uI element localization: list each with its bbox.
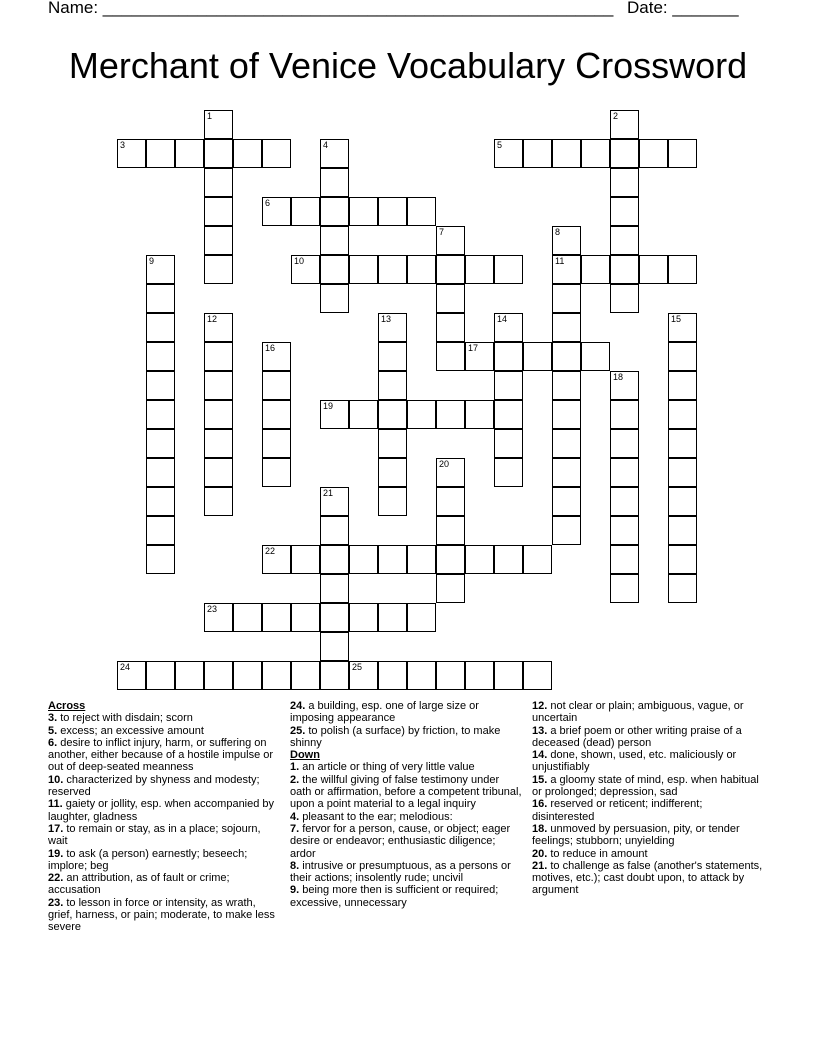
clue-number: 21 [323, 488, 334, 498]
clue-text: reserved or reticent; indifferent; disinterested [532, 798, 703, 823]
grid-cell[interactable] [436, 400, 465, 429]
grid-cell[interactable] [320, 400, 349, 429]
grid-cell[interactable] [668, 458, 697, 487]
clue-item [532, 749, 767, 774]
grid-cell[interactable] [204, 313, 233, 342]
clue-number: 13 [381, 314, 392, 324]
grid-cell[interactable] [233, 603, 262, 632]
clues-column-1 [48, 700, 283, 934]
clue-number-label: 2. [290, 773, 300, 786]
clue-item [532, 823, 767, 848]
clue-text: excess; an excessive amount [57, 724, 204, 737]
clue-item [532, 848, 767, 860]
clue-item [290, 811, 522, 823]
clue-number-label: 20. [532, 847, 548, 860]
grid-cell[interactable] [146, 516, 175, 545]
name-line: Name: ______________________________________________________ [48, 0, 614, 17]
grid-cell[interactable] [552, 313, 581, 342]
clue-text: to reduce in amount [547, 847, 648, 860]
clue-number-label: 3. [48, 712, 58, 725]
clue-text: to polish (a surface) by friction, to make shinny [290, 724, 501, 749]
clue-number-label: 21. [532, 859, 548, 872]
grid-cell[interactable] [320, 632, 349, 661]
grid-cell[interactable] [204, 603, 233, 632]
grid-cell[interactable] [552, 487, 581, 516]
grid-cell[interactable] [523, 342, 552, 371]
grid-cell[interactable] [610, 400, 639, 429]
grid-cell[interactable] [494, 255, 523, 284]
clue-text: intrusive or presumptuous, as a persons or their actions; insolently rude; uncivil [290, 859, 511, 885]
grid-cell[interactable] [668, 400, 697, 429]
grid-cell[interactable] [378, 255, 407, 284]
clue-number-label: 8. [290, 859, 300, 872]
clue-number-label: 17. [48, 822, 64, 835]
clue-item [290, 823, 522, 860]
grid-cell[interactable] [610, 110, 639, 139]
clue-text: fervor for a person, cause, or object; eager desire or endeavor; enthusiastic diligence; ardor [290, 822, 511, 860]
grid-cell[interactable] [146, 255, 175, 284]
grid-cell[interactable] [581, 139, 610, 168]
clue-number-label: 25. [290, 724, 306, 737]
grid-cell[interactable] [320, 545, 349, 574]
grid-cell[interactable] [233, 661, 262, 690]
grid-cell[interactable] [175, 139, 204, 168]
grid-cell[interactable] [494, 139, 523, 168]
clue-number: 7 [439, 227, 445, 237]
grid-cell[interactable] [291, 603, 320, 632]
grid-cell[interactable] [146, 545, 175, 574]
grid-cell[interactable] [668, 574, 697, 603]
clues-column-2 [290, 700, 522, 909]
grid-cell[interactable] [668, 487, 697, 516]
grid-cell[interactable] [262, 371, 291, 400]
page-title: Merchant of Venice Vocabulary Crossword [68, 45, 748, 86]
grid-cell[interactable] [610, 371, 639, 400]
grid-cell[interactable] [610, 458, 639, 487]
clue-item [48, 737, 283, 774]
grid-cell[interactable] [494, 400, 523, 429]
grid-cell[interactable] [349, 197, 378, 226]
clue-number: 4 [323, 140, 329, 150]
grid-cell[interactable] [465, 661, 494, 690]
clue-item [290, 700, 522, 725]
clue-number-label: 6. [48, 736, 58, 749]
grid-cell[interactable] [204, 458, 233, 487]
grid-cell[interactable] [494, 313, 523, 342]
grid-cell[interactable] [668, 545, 697, 574]
grid-cell[interactable] [349, 603, 378, 632]
clue-number-label: 16. [532, 798, 548, 811]
grid-cell[interactable] [378, 197, 407, 226]
grid-cell[interactable] [436, 284, 465, 313]
grid-cell[interactable] [465, 342, 494, 371]
grid-cell[interactable] [204, 400, 233, 429]
grid-cell[interactable] [146, 661, 175, 690]
grid-cell[interactable] [407, 255, 436, 284]
grid-cell[interactable] [146, 284, 175, 313]
grid-cell[interactable] [552, 516, 581, 545]
grid-cell[interactable] [668, 139, 697, 168]
grid-cell[interactable] [262, 661, 291, 690]
down-clue-list [290, 761, 522, 909]
clue-text: not clear or plain; ambiguous, vague, or uncertain [532, 700, 744, 725]
grid-cell[interactable] [378, 342, 407, 371]
grid-cell[interactable] [320, 139, 349, 168]
clue-number: 2 [613, 111, 619, 121]
clue-text: done, shown, used, etc. maliciously or unjustifiably [532, 749, 737, 774]
grid-cell[interactable] [378, 487, 407, 516]
clue-text: characterized by shyness and modesty; reserved [48, 773, 260, 799]
grid-cell[interactable] [320, 661, 349, 690]
clue-number-label: 23. [48, 896, 64, 909]
clue-item [532, 774, 767, 799]
clue-item [48, 848, 283, 873]
across-heading: Across [48, 700, 86, 712]
clue-item [532, 798, 767, 823]
grid-cell[interactable] [494, 342, 523, 371]
grid-cell[interactable] [407, 661, 436, 690]
clue-text: a building, esp. one of large size or imposing appearance [290, 700, 479, 725]
clue-number-label: 22. [48, 872, 64, 885]
grid-cell[interactable] [146, 313, 175, 342]
clue-text: desire to inflict injury, harm, or suffering on another, either because of a hostile impulse or out of deep-seated meanness [48, 736, 274, 774]
grid-cell[interactable] [610, 545, 639, 574]
clue-text: to challenge as false (another's statements, motives, etc.); cast doubt upon, to attack by argument [532, 859, 763, 897]
grid-cell[interactable] [378, 661, 407, 690]
clue-text: to reject with disdain; scorn [57, 712, 193, 725]
grid-cell[interactable] [175, 661, 204, 690]
grid-cell[interactable] [465, 255, 494, 284]
grid-cell[interactable] [639, 255, 668, 284]
grid-cell[interactable] [523, 661, 552, 690]
grid-cell[interactable] [291, 545, 320, 574]
clue-number: 19 [323, 401, 334, 411]
grid-cell[interactable] [320, 197, 349, 226]
grid-cell[interactable] [146, 429, 175, 458]
across-clue-list [48, 712, 283, 933]
clue-number: 10 [294, 256, 305, 266]
grid-cell[interactable] [204, 197, 233, 226]
clue-item [290, 860, 522, 885]
grid-cell[interactable] [494, 545, 523, 574]
clue-item [290, 884, 522, 909]
grid-cell[interactable] [378, 371, 407, 400]
grid-cell[interactable] [610, 255, 639, 284]
grid-cell[interactable] [494, 429, 523, 458]
grid-cell[interactable] [668, 371, 697, 400]
clue-item [48, 725, 283, 737]
grid-cell[interactable] [407, 603, 436, 632]
grid-cell[interactable] [581, 342, 610, 371]
grid-cell[interactable] [262, 342, 291, 371]
down-clue-list-continued [532, 700, 767, 897]
grid-cell[interactable] [146, 139, 175, 168]
clue-number: 9 [149, 256, 155, 266]
grid-cell[interactable] [291, 661, 320, 690]
grid-cell[interactable] [610, 429, 639, 458]
grid-cell[interactable] [378, 545, 407, 574]
clue-number: 17 [468, 343, 479, 353]
clue-item [532, 725, 767, 750]
grid-cell[interactable] [436, 574, 465, 603]
clue-number-label: 10. [48, 773, 64, 786]
clue-number-label: 14. [532, 749, 548, 762]
clue-number-label: 18. [532, 822, 548, 835]
grid-cell[interactable] [320, 487, 349, 516]
grid-cell[interactable] [204, 255, 233, 284]
grid-cell[interactable] [610, 574, 639, 603]
grid-cell[interactable] [320, 284, 349, 313]
clue-text: to remain or stay, as in a place; sojourn, wait [48, 822, 261, 848]
grid-cell[interactable] [552, 458, 581, 487]
grid-cell[interactable] [146, 458, 175, 487]
grid-cell[interactable] [378, 313, 407, 342]
clue-number: 18 [613, 372, 624, 382]
clue-number-label: 11. [48, 798, 63, 811]
down-heading: Down [290, 749, 320, 762]
grid-cell[interactable] [552, 255, 581, 284]
clue-text: an attribution, as of fault or crime; accusation [48, 872, 230, 897]
clue-item [290, 774, 522, 811]
clue-number: 3 [120, 140, 126, 150]
clue-number-label: 19. [48, 847, 64, 860]
grid-cell[interactable] [668, 313, 697, 342]
grid-cell[interactable] [262, 197, 291, 226]
grid-cell[interactable] [552, 429, 581, 458]
clue-item [48, 872, 283, 897]
grid-cell[interactable] [320, 168, 349, 197]
grid-cell[interactable] [378, 603, 407, 632]
clue-text: a brief poem or other writing praise of a deceased (dead) person [532, 724, 742, 749]
clue-item [532, 700, 767, 725]
grid-cell[interactable] [262, 400, 291, 429]
clue-number: 16 [265, 343, 276, 353]
grid-cell[interactable] [262, 603, 291, 632]
clue-number: 5 [497, 140, 503, 150]
clue-number: 6 [265, 198, 271, 208]
grid-cell[interactable] [146, 400, 175, 429]
clue-number-label: 13. [532, 724, 548, 737]
grid-cell[interactable] [668, 429, 697, 458]
grid-cell[interactable] [117, 139, 146, 168]
clue-number: 12 [207, 314, 218, 324]
clue-number-label: 15. [532, 773, 548, 786]
clue-number: 1 [207, 111, 213, 121]
clue-text: the willful giving of false testimony under oath or affirmation, before a competent tribunal, upon a point material to a legal inquiry [290, 773, 522, 811]
grid-cell[interactable] [349, 255, 378, 284]
grid-cell[interactable] [436, 545, 465, 574]
grid-cell[interactable] [291, 255, 320, 284]
grid-cell[interactable] [465, 545, 494, 574]
clue-text: being more then is sufficient or required; excessive, unnecessary [290, 884, 499, 909]
grid-cell[interactable] [610, 516, 639, 545]
grid-cell[interactable] [668, 342, 697, 371]
grid-cell[interactable] [552, 400, 581, 429]
grid-cell[interactable] [436, 661, 465, 690]
grid-cell[interactable] [668, 255, 697, 284]
grid-cell[interactable] [523, 545, 552, 574]
grid-cell[interactable] [117, 661, 146, 690]
clues-column-3 [532, 700, 767, 897]
grid-cell[interactable] [204, 342, 233, 371]
grid-cell[interactable] [204, 429, 233, 458]
grid-cell[interactable] [610, 487, 639, 516]
clue-item [48, 823, 283, 848]
grid-cell[interactable] [262, 458, 291, 487]
clue-number: 24 [120, 662, 131, 672]
clue-number: 25 [352, 662, 363, 672]
clue-item [48, 774, 283, 799]
grid-cell[interactable] [349, 400, 378, 429]
grid-cell[interactable] [552, 139, 581, 168]
grid-cell[interactable] [552, 371, 581, 400]
grid-cell[interactable] [204, 168, 233, 197]
grid-cell[interactable] [378, 458, 407, 487]
clue-text: unmoved by persuasion, pity, or tender feelings; stubborn; unyielding [532, 822, 740, 848]
grid-cell[interactable] [465, 400, 494, 429]
clue-item [48, 712, 283, 724]
grid-cell[interactable] [204, 487, 233, 516]
grid-cell[interactable] [407, 197, 436, 226]
grid-cell[interactable] [204, 139, 233, 168]
clue-number-label: 9. [290, 884, 300, 897]
grid-cell[interactable] [668, 516, 697, 545]
grid-cell[interactable] [146, 342, 175, 371]
grid-cell[interactable] [436, 226, 465, 255]
clue-number: 23 [207, 604, 218, 614]
grid-cell[interactable] [204, 110, 233, 139]
clue-item [48, 897, 283, 934]
grid-cell[interactable] [204, 371, 233, 400]
grid-cell[interactable] [262, 545, 291, 574]
grid-cell[interactable] [320, 226, 349, 255]
clue-number-label: 1. [290, 761, 300, 774]
grid-cell[interactable] [436, 458, 465, 487]
clue-number-label: 5. [48, 724, 58, 737]
clue-text: pleasant to the ear; melodious: [299, 810, 453, 823]
clue-text: to lesson in force or intensity, as wrath, grief, harness, or pain; moderate, to make less severe [48, 896, 275, 934]
grid-cell[interactable] [436, 516, 465, 545]
clue-item [290, 761, 522, 773]
grid-cell[interactable] [552, 342, 581, 371]
across-clue-list-continued [290, 700, 522, 749]
clue-item [290, 725, 522, 750]
grid-cell[interactable] [581, 255, 610, 284]
grid-cell[interactable] [610, 197, 639, 226]
clue-text: gaiety or jollity, esp. when accompanied by laughter, gladness [48, 798, 275, 823]
date-line: Date: _______ [627, 0, 739, 17]
grid-cell[interactable] [262, 139, 291, 168]
grid-cell[interactable] [494, 371, 523, 400]
grid-cell[interactable] [436, 313, 465, 342]
clue-text: to ask (a person) earnestly; beseech; implore; beg [48, 847, 248, 872]
clue-number-label: 12. [532, 700, 548, 712]
grid-cell[interactable] [436, 255, 465, 284]
clue-text: a gloomy state of mind, esp. when habitual or prolonged; depression, sad [532, 773, 759, 799]
clue-number-label: 7. [290, 822, 300, 835]
clue-number: 15 [671, 314, 682, 324]
grid-cell[interactable] [610, 139, 639, 168]
grid-cell[interactable] [262, 429, 291, 458]
clue-number: 20 [439, 459, 450, 469]
clue-number-label: 4. [290, 810, 300, 823]
grid-cell[interactable] [320, 603, 349, 632]
grid-cell[interactable] [204, 661, 233, 690]
grid-cell[interactable] [291, 197, 320, 226]
grid-cell[interactable] [378, 429, 407, 458]
grid-cell[interactable] [378, 400, 407, 429]
grid-cell[interactable] [233, 139, 262, 168]
grid-cell[interactable] [146, 371, 175, 400]
clue-number: 14 [497, 314, 508, 324]
grid-cell[interactable] [436, 487, 465, 516]
clue-item [48, 798, 283, 823]
grid-cell[interactable] [639, 139, 668, 168]
grid-cell[interactable] [610, 226, 639, 255]
clue-number: 22 [265, 546, 276, 556]
grid-cell[interactable] [407, 545, 436, 574]
grid-cell[interactable] [436, 342, 465, 371]
grid-cell[interactable] [320, 255, 349, 284]
grid-cell[interactable] [552, 226, 581, 255]
grid-cell[interactable] [407, 400, 436, 429]
grid-cell[interactable] [349, 545, 378, 574]
grid-cell[interactable] [349, 661, 378, 690]
grid-cell[interactable] [610, 284, 639, 313]
grid-cell[interactable] [610, 168, 639, 197]
clue-number: 11 [555, 256, 565, 266]
grid-cell[interactable] [523, 139, 552, 168]
grid-cell[interactable] [204, 226, 233, 255]
clue-text: an article or thing of very little value [299, 761, 475, 774]
grid-cell[interactable] [494, 458, 523, 487]
clue-number-label: 24. [290, 700, 306, 712]
grid-cell[interactable] [320, 574, 349, 603]
grid-cell[interactable] [552, 284, 581, 313]
grid-cell[interactable] [320, 516, 349, 545]
clue-item [532, 860, 767, 897]
grid-cell[interactable] [494, 661, 523, 690]
grid-cell[interactable] [146, 487, 175, 516]
clue-number: 8 [555, 227, 561, 237]
